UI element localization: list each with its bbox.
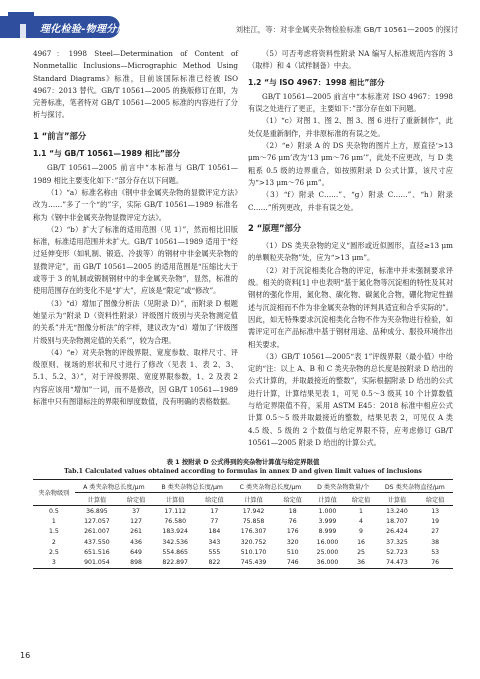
data-table [33, 479, 453, 569]
table-row [33, 527, 453, 537]
right-column [248, 48, 453, 449]
table-cell: 320 [286, 538, 299, 546]
table-cell: 13 [431, 507, 440, 515]
page-number: 16 [20, 651, 31, 660]
table-cell: 261 [130, 528, 142, 536]
table-cell: 320.752 [240, 538, 267, 546]
column-subheader: 给定值 [197, 493, 231, 506]
paragraph: （5）可否考虑将资料性附录 NA 编写人标准规范内容的 3（取样）和 4（试样制备）中去。 [248, 49, 453, 71]
table-cell: 343 [208, 538, 221, 546]
table-cell: 2 [51, 538, 56, 546]
table-cell: 436 [130, 538, 142, 546]
column-subheader: 计算值 [377, 493, 418, 506]
table-cell: 8.999 [318, 528, 337, 536]
table-cell: 17 [210, 507, 219, 515]
column-subheader: 给定值 [119, 493, 153, 506]
page-header [0, 0, 480, 44]
table-cell: 25 [357, 548, 365, 556]
table-caption-en: Tab.1 Calculated values obtained according to formulas in annex D and given limit values of inclusions [64, 468, 422, 475]
column-subheader: 计算值 [310, 493, 346, 506]
table-cell: 183.924 [162, 528, 188, 536]
paragraph: （1）“c）对图 1、图 2、图 3、图 6 进行了重新制作”，此处仅是重新制作，并非原标准的有误之处。 [248, 116, 453, 138]
table-cell: 127 [130, 518, 142, 526]
table-cell: 555 [208, 548, 221, 556]
table-cell: 16 [357, 538, 365, 546]
column-header: DS 类夹杂物直径/μm [377, 480, 453, 493]
table-cell: 822 [197, 557, 231, 568]
subsection-heading: 1.1 “与 GB/T 10561—1989 相比”部分 [33, 149, 181, 159]
table-row [33, 506, 453, 517]
table-row [33, 547, 453, 557]
table-cell: 37.325 [386, 538, 408, 546]
running-head: 刘桂江，等：对非金属夹杂物检验标准 GB/T 10561—2005 的探讨 [235, 25, 458, 34]
left-column [33, 48, 238, 408]
table-cell: 176.307 [240, 528, 267, 536]
journal-logo-icon [6, 10, 40, 40]
column-subheader: 给定值 [276, 493, 310, 506]
paragraph: （2）对于沉淀相类化合物的评定，标准中并未强制要求评级。相关的资料[1] 中也表明“基于氮化物等沉淀相的特性及其对钢材的强化作用，氮化物、碳化物、碳氮化合物，硼化物定性描述与沉淀相而不作为非金属夹杂物的评判具适宜和合乎实际的”。因此，如无特殊要求沉淀相类化合物不作为夹杂物进行检验，如需评定可在产品标准中基于钢材用途、品种成分、服役环境作出相关要求。 [248, 265, 453, 349]
table-cell: 18 [288, 507, 297, 515]
table-cell: 176 [286, 528, 299, 536]
table-cell: 2.5 [48, 548, 59, 556]
table-cell: 649 [130, 548, 142, 556]
table-row [33, 557, 453, 568]
journal-logo-text: 理化检验-物理分册 [40, 24, 127, 35]
table-cell: 75.858 [242, 518, 265, 526]
column-header: 夹杂物级别 [33, 480, 75, 506]
column-subheader: 计算值 [153, 493, 197, 506]
table-cell: 76.580 [164, 518, 187, 526]
paragraph: （4）“e）对夹杂物的评级界限、宽度参数、取样尺寸、评级原则、视场的形状和尺寸进行了修改（见表 1、表 2、3、5.1、5.2、3）”，对于评级界限、宽度界限参数，1、2 及表 2 内容应该用“增加”一词，而不是修改，因 GB/T 10561—1989 标准中只有图谱标注的界限和厚度数值，没有明确的表格数据。 [33, 347, 238, 407]
paragraph: 4967：1998 Steel—Determination of Content of Nonmetallic Inclusions—Micrographic Method Using Standard Diagrams》标准，目前该国际标准已经被 ISO 4967：2013 替代。GB/T 10561—2005 的换版修订在即，为完善标准，笔者特对 GB/T 10561—2005 标准的内容进行了分析与探讨。 [33, 49, 238, 120]
column-header: A 类夹杂物总长度/μm [75, 480, 153, 493]
paragraph: （2）“b）扩大了标准的适用范围（见 1）”，然而相比旧版标准，标准适用范围并未扩大。GB/T 10561—1989 适用于“经过延伸变形（如轧制、锻造、冷拔等）的钢材中非金属夹杂物的显微评定”，而 GB/T 10561—2005 的适用范围是“压缩比大于或等于 3 的轧制或锻制钢材中的非金属夹杂物”，显然，标准的使用范围存在的变化不是“扩大”，应该是“限定”或“修改”。 [33, 224, 238, 296]
paragraph: （1）DS 类夹杂物的定义“圆形或近似圆形，直径≥13 μm 的单颗粒夹杂物”处，应为“>13 μm”。 [248, 241, 453, 263]
table-cell: 342.536 [162, 538, 188, 546]
table-cell: 822.897 [153, 557, 197, 568]
column-subheader: 给定值 [345, 493, 376, 506]
table-cell: 17.942 [242, 507, 265, 515]
table-cell: 76 [417, 557, 453, 568]
table-sub-header-row [33, 493, 453, 506]
table-cell: 3.999 [318, 518, 337, 526]
paragraph: （3）“f）附录 C……”、“g）附录 C……”、“h）附录 C……”所列更改，并非有误之处。 [248, 190, 453, 212]
table-cell: 53 [431, 548, 440, 556]
table-cell: 1 [359, 507, 363, 515]
table-cell: 74.473 [377, 557, 418, 568]
table-cell: 127.057 [84, 518, 110, 526]
table-cell: 554.865 [162, 548, 188, 556]
paragraph: GB/T 10561—2005 前言中“本标准与 GB/T 10561—1989 相比主要变化如下：”部分存在以下问题。 [33, 163, 238, 185]
paragraph: （3）“d）增加了图像分析法（见附录 D）”，而附录 D 根题她显示为“附录 D（资料性附录）评级图片级别与夹杂物测定值的关系”并无“图像分析法”的字样，建议改为“d）增加了‘评级图片级别与夹杂物测定值的关系’”，较为合理。 [33, 298, 238, 345]
table-cell: 437.550 [84, 538, 110, 546]
table-cell: 52.723 [386, 548, 408, 556]
table-cell: 4 [359, 518, 363, 526]
subsection-heading: 1.2 “与 ISO 4967：1998 相比”部分 [248, 77, 385, 87]
table-cell: 1 [51, 518, 56, 526]
table-cell: 27 [431, 528, 440, 536]
table-cell: 898 [119, 557, 153, 568]
table-cell: 76 [288, 518, 297, 526]
table-cell: 184 [208, 528, 221, 536]
column-header: C 类夹杂物总长度/μm [231, 480, 309, 493]
table-1 [33, 457, 453, 569]
table-row [33, 517, 453, 527]
table-cell: 25.000 [316, 548, 339, 556]
column-subheader: 给定值 [417, 493, 453, 506]
table-cell: 16.000 [316, 538, 339, 546]
table-cell: 651.516 [84, 548, 110, 556]
table-cell: 261.007 [84, 528, 110, 536]
table-cell: 19 [431, 518, 440, 526]
column-header: D 类夹杂物数量/个 [310, 480, 377, 493]
table-cell: 77 [210, 518, 219, 526]
table-cell: 17.112 [164, 507, 187, 515]
table-cell: 3 [33, 557, 75, 568]
table-cell: 9 [359, 528, 363, 536]
table-cell: 1.000 [318, 507, 337, 515]
table-cell: 36.895 [86, 507, 108, 515]
table-cell: 510 [286, 548, 299, 556]
paragraph: GB/T 10561—2005 前言中“本标准对 ISO 4967：1998 有误之处进行了更正，主要如下：”部分存在如下问题。 [248, 91, 453, 114]
table-cell: 0.5 [48, 507, 59, 515]
table-row [33, 537, 453, 547]
table-cell: 37 [132, 507, 140, 515]
table-cell: 13.240 [386, 507, 408, 515]
column-subheader: 计算值 [75, 493, 119, 506]
table-group-header-row [33, 480, 453, 493]
table-cell: 18.707 [386, 518, 408, 526]
table-cell: 745.439 [231, 557, 275, 568]
table-cell: 26.424 [386, 528, 408, 536]
table-caption-cn: 表 1 按附录 D 公式得到的夹杂物计算值与给定界限值 [166, 458, 320, 466]
paragraph: （2）“e）附录 A 的 DS 夹杂物的图片上方，原直径‘>13 μm～76 μm’改为‘13 μm～76 μm’”，此处不应更改，与 D 类粗系 0.5 级的边界重合，如按照附录 D 公式计算，该尺寸应为“>13 μm～76 μm”。 [248, 141, 453, 187]
table-cell: 746 [276, 557, 310, 568]
table-cell: 36 [345, 557, 376, 568]
paragraph: （1）“a）标准名称由《钢中非金属夹杂物的显微评定方法》改为……”多了一个“的”字，实际 GB/T 10561—1989 标准名称为《钢中非金属夹杂物显微评定方法》。 [33, 187, 238, 222]
table-cell: 36.000 [310, 557, 346, 568]
table-cell: 38 [431, 538, 440, 546]
column-header: B 类夹杂物总长度/μm [153, 480, 231, 493]
table-cell: 901.054 [75, 557, 119, 568]
table-cell: 510.170 [240, 548, 267, 556]
paragraph: （3）GB/T 10561—2005“表 1”评级界限（最小值）中给定的“注：以上 A、B 和 C 类夹杂物的总长度是按附录 D 给出的公式计算的，并取最接近的整数”，实际根据附录 D 给出的公式进行计算，计算结果见表 1，可见 0.5～3 级其 10 个计算数值与给定界限值不符，采用 ASTM E45：2018 标准中相应公式计算 0.5～5 级并取最接近的整数，结果见表 2，可见仅 A 类 4.5 级、5 级的 2 个数值与给定界限不符，应考虑修订 GB/T 10561—2005 附录 D 给出的计算公式。 [248, 351, 453, 447]
section-heading: 2 “原理”部分 [248, 222, 302, 233]
column-subheader: 计算值 [231, 493, 275, 506]
section-heading: 1 “前言”部分 [33, 130, 87, 141]
table-cell: 1.5 [48, 528, 59, 536]
